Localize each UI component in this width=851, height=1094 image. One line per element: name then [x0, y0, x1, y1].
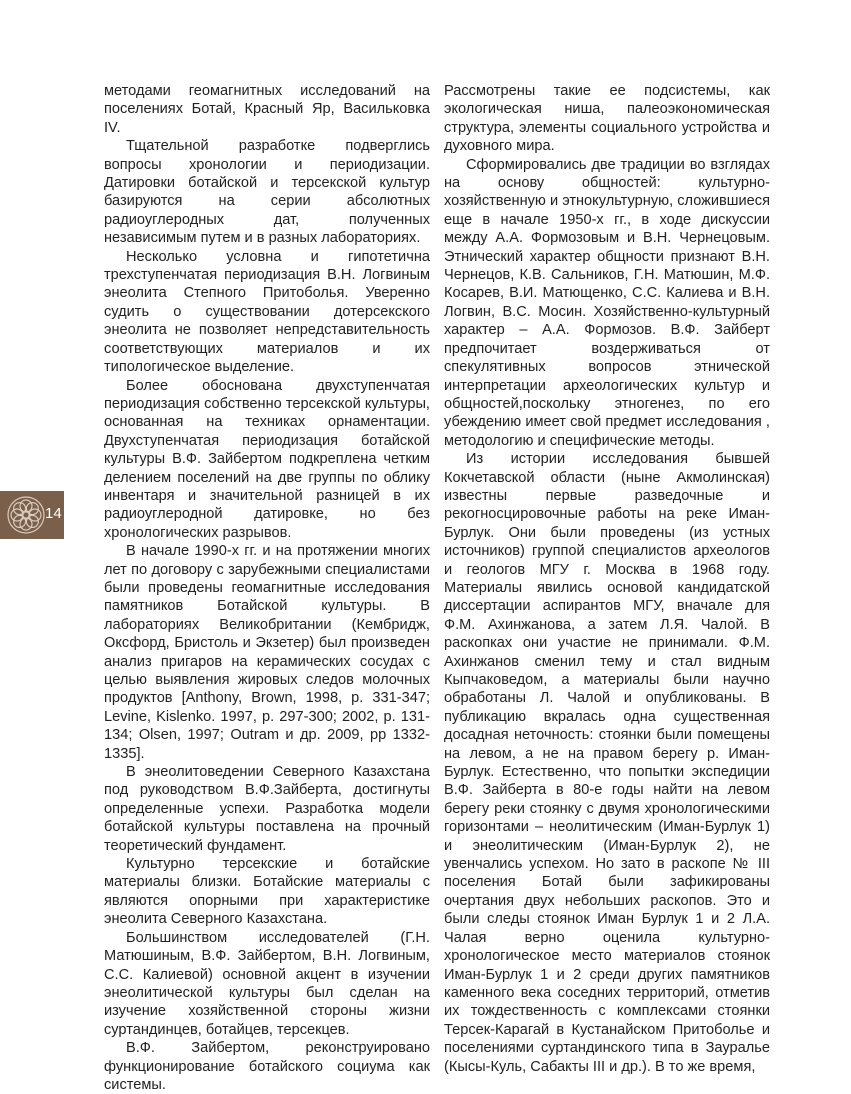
paragraph: Рассмотрены такие ее подсистемы, как экологическая ниша, палеоэкономическая структура, элементы социального устройства и духовного мира. — [444, 83, 770, 155]
paragraph: В.Ф. Зайбертом, реконструировано функционирование ботайского социума как системы. — [104, 1040, 430, 1093]
paragraph: Более обоснована двухступенчатая периодизация собственно терсекской культуры, основанная на техниках орнаментации. Двухступенчатая периодизация ботайской культуры В.Ф. Зайбертом подкреплена четким делением поселений на две группы по облику инвентаря и значительной разницей в их радиоуглеродной датировке, но без хронологических разрывов. — [104, 377, 430, 541]
page-number-tab — [0, 491, 64, 539]
paragraph: Культурно терсекские и ботайские материалы близки. Ботайские материалы с являются опорными при характеристике энеолита Северного Казахстана. — [104, 856, 430, 928]
paragraph: В начале 1990-х гг. и на протяжении многих лет по договору с зарубежными специалистами были проведены геомагнитные исследования памятников Ботайской культуры. В лабораториях Великобритании (Кембридж, Оксфорд, Бристоль и Экзетер) был произведен анализ пригаров на керамических сосудах с целью выявления жировых следов молочных продуктов [Anthony, Brown, 1998, p. 331-347; Levine, Kislenko. 1997, p. 297-300; 2002, p. 131-134; Olsen, 1997; Outram и др. 2009, pp 1332-1335]. — [104, 543, 430, 762]
paragraph: Сформировались две традиции во взглядах на основу общностей: культурно-хозяйственную и этнокультурную, сложившиеся еще в начале 1950-х гг., в ходе дискуссии между А.А. Формозовым и В.Н. Чернецовым. Этнический характер общности признают В.Н. Чернецов, К.В. Сальников, Г.Н. Матюшин, М.Ф. Косарев, В.И. Матющенко, С.С. Калиева и В.Н. Логвин, В.С. Мосин. Хозяйственно-культурный характер – А.А. Формозов. В.Ф. Зайберт предпочитает воздерживаться от спекулятивных вопросов этнической интерпретации археологических культур и общностей,поскольку этногенез, по его убеждению имеет свой предмет исследования , методологию и специфические методы. — [444, 156, 770, 449]
paragraph: В энеолитоведении Северного Казахстана под руководством В.Ф.Зайберта, достигнуты определенные успехи. Разработка модели ботайской культуры поставлена на прочный теоретический фундамент. — [104, 764, 430, 854]
paragraph: Несколько условна и гипотетична трехступенчатая периодизация В.Н. Логвиным энеолита Степного Притоболья. Уверенно судить о существовании дотерсекского энеолита не позволяет непредставительность соответствующих материалов и их типологическое выделение. — [104, 248, 430, 376]
paragraph: Большинством исследователей (Г.Н. Матюшиным, В.Ф. Зайбертом, В.Н. Логвиным, С.С. Калиевой) основной акцент в изучении энеолитической культуры был сделан на изучение хозяйственной стороны жизни суртандинцев, ботайцев, терсекцев. — [104, 929, 430, 1038]
right-column — [444, 82, 770, 1076]
page-number: 14 — [45, 505, 62, 522]
flower-ornament-icon — [4, 493, 48, 537]
paragraph: Тщательной разработке подверглись вопросы хронологии и периодизации. Датировки ботайской и терсекской культур базируются на серии абсолютных радиоуглеродных дат, полученных независимым путем и в разных лабораториях. — [104, 138, 430, 247]
paragraph: Из истории исследования бывшей Кокчетавской области (ныне Акмолинская) известны первые разведочные и рекогносцировочные работы на реке Иман-Бурлук. Они были проведены (из устных источников) группой специалистов археологов и геологов МГУ г. Москва в 1968 году. Материалы явились основой кандидатской диссертации аспирантов МГУ, вначале для Ф.М. Ахинжанова, а затем Л.Я. Чалой. В раскопках они участие не принимали. Ф.М. Ахинжанов сменил тему и стал видным Кыпчаковедом, а материалы были научно обработаны Л. Чалой и опубликованы. В публикацию вкралась одна существенная досадная неточность: стоянки были помещены на левом, а не на правом берегу р. Иман-Бурлук. Естественно, что попытки экспедиции В.Ф. Зайберта в 80-е годы найти на левом берегу реки стоянку с двумя хронологическими горизонтами – неолитическим (Иман-Бурлук 1) и энеолитическим (Иман-Бурлук 2), не увенчались успехом. Но зато в раскопе № III поселения Ботай были зафикированы очертания двух небольших раскопов. Это и были следы стоянок Иман Бурлук 1 и 2 Л.А. Чалая верно оценила культурно- хронологическое место материалов стоянок Иман-Бурлук 1 и 2 среди других памятников каменного века соседних территорий, отметив их тождественность с комплексами стоянки Терсек-Карагай в Кустанайском Притоболье и поселениями суртандинского типа в Зауралье (Кысы-Куль, Сабакты III и др.). В то же время, — [444, 451, 770, 1075]
left-column — [104, 82, 430, 1094]
paragraph: методами геомагнитных исследований на поселениях Ботай, Красный Яр, Васильковка IV. — [104, 83, 430, 136]
